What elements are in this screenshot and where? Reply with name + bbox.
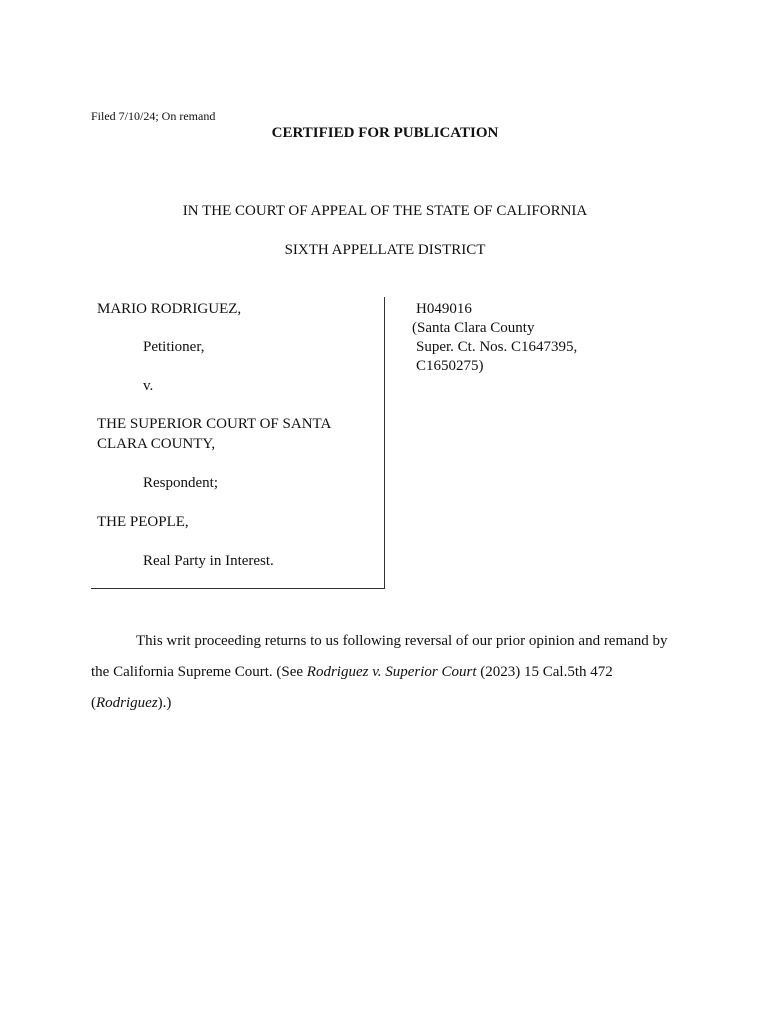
superior-court-numbers: Super. Ct. Nos. C1647395, (416, 339, 578, 355)
case-caption (91, 297, 385, 589)
real-party-role: Real Party in Interest. (143, 553, 274, 569)
real-party-name: THE PEOPLE, (97, 514, 189, 530)
appellate-district: SIXTH APPELLATE DISTRICT (284, 242, 486, 258)
respondent-role: Respondent; (143, 475, 218, 491)
court-name: IN THE COURT OF APPEAL OF THE STATE OF CALIFORNIA (182, 203, 588, 219)
short-citation: Rodriguez (96, 695, 158, 711)
superior-court-numbers-2: C1650275) (416, 358, 484, 374)
opinion-body (91, 626, 681, 719)
case-citation: Rodriguez v. Superior Court (306, 664, 477, 680)
respondent-name-line2: CLARA COUNTY, (97, 436, 216, 452)
respondent-name-line1: THE SUPERIOR COURT OF SANTA (97, 416, 332, 432)
case-number: H049016 (416, 301, 472, 317)
filed-note: Filed 7/10/24; On remand (91, 109, 216, 123)
petitioner-role: Petitioner, (143, 339, 205, 355)
county-line: (Santa Clara County (412, 320, 535, 336)
case-info (412, 300, 577, 376)
versus: v. (143, 378, 154, 394)
certification-heading: CERTIFIED FOR PUBLICATION (271, 125, 499, 141)
opening-paragraph: This writ proceeding returns to us following reversal of our prior opinion and remand by the California Supreme Court. (See Rodriguez v. Superior Court (2023) 15 Cal.5th 472 (Rodriguez).) (91, 633, 668, 711)
petitioner-name: MARIO RODRIGUEZ, (97, 301, 242, 317)
